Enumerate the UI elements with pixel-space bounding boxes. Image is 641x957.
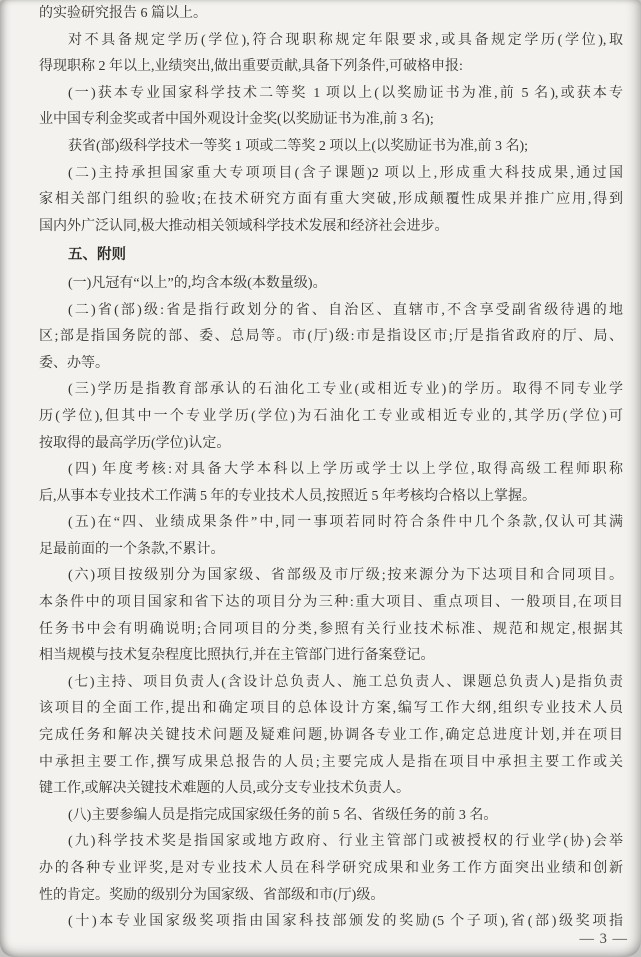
section-heading: 五、附则 [68,247,126,264]
text-line: 键工作,或解决关键技术难题的人员,或分支专业技术负责人。 [39,781,410,797]
text-line: 足最前面的一个条款,不累计。 [39,541,225,557]
text-line: (七)主持、项目负责人(含设计总负责人、施工总负责人、课题总负责人)是指负责 [68,674,623,690]
text-line: 区;部是指国务院的部、委、总局等。市(厅)级:市是指设区市;厅是指省政府的厅、局、 [39,329,623,345]
text-line: 后,从事本专业技术工作满 5 年的专业技术人员,按照近 5 年考核均合格以上掌握。 [39,488,536,504]
text-line: 该项目的全面工作,提出和确定项目的总体设计方案,编写工作大纲,组织专业技术人员 [39,701,623,717]
text-line: 得现职称 2 年以上,业绩突出,做出重要贡献,具备下列条件,可破格申报: [39,59,463,75]
text-line: 完成任务和解决关键技术问题及疑难问题,协调各专业工作,确定总进度计划,并在项目 [39,728,623,744]
text-line: (五)在“四、业绩成果条件”中,同一事项若同时符合条件中几个条款,仅认可其满 [68,515,623,531]
text-line: 中承担主要工作,撰写成果总报告的人员;主要完成人是指在项目中承担主要工作或关 [39,754,623,770]
text-line: 家相关部门组织的验收;在技术研究方面有重大突破,形成颠覆性成果并推广应用,得到 [39,192,623,208]
text-line: 获省(部)级科学技术一等奖 1 项或二等奖 2 项以上(以奖励证书为准,前 3 名); [68,138,529,154]
text-line: (九)科学技术奖是指国家或地方政府、行业主管部门或被授权的行业学(协)会举 [68,834,623,850]
text-line: 业中国专利金奖或者中国外观设计金奖(以奖励证书为准,前 3 名); [39,112,434,128]
text-line: 任务书中会有明确说明;合同项目的分类,参照有关行业技术标准、规范和规定,根据其 [39,621,623,637]
text-line: 本条件中的项目国家和省下达的项目分为三种:重大项目、重点项目、一般项目,在项目 [39,595,623,611]
text-line: 的实验研究报告 6 篇以上。 [39,6,207,21]
text-line: 按取得的最高学历(学位)认定。 [39,435,231,451]
text-line: 对不具备规定学历(学位),符合现职称规定年限要求,或具备规定学历(学位),取 [68,32,623,48]
document-text [39,1,623,936]
text-line: 相当规模与技术复杂程度比照执行,并在主管部门进行备案登记。 [39,648,435,664]
text-line: (三)学历是指教育部承认的石油化工专业(或相近专业)的学历。取得不同专业学 [68,382,623,398]
text-line: (十)本专业国家级奖项指由国家科技部颁发的奖励(5 个子项),省(部)级奖项指 [68,914,623,930]
text-line: (一)凡冠有“以上”的,均含本级(本数量级)。 [68,275,327,291]
text-line: 历(学位),但其中一个专业学历(学位)为石油化工专业或相近专业的,其学历(学位)可 [39,408,623,424]
text-line: (六)项目按级别分为国家级、省部级及市厅级;按来源分为下达项目和合同项目。 [68,568,623,584]
text-line: (二)省(部)级:省是指行政划分的省、自治区、直辖市,不含享受副省级待遇的地 [68,302,623,318]
text-line: (八)主要参编人员是指完成国家级任务的前 5 名、省级任务的前 3 名。 [68,807,498,823]
text-line: (二)主持承担国家重大专项项目(含子课题)2 项以上,形成重大科技成果,通过国 [68,165,623,181]
text-line: (四) 年度考核:对具备大学本科以上学历或学士以上学位,取得高级工程师职称 [68,462,623,478]
text-line: 委、办等。 [39,355,109,371]
text-line: (一)获本专业国家科学技术二等奖 1 项以上(以奖励证书为准,前 5 名),或获本专 [68,85,623,101]
text-line: 性的肯定。奖励的级别分为国家级、省部级和市(厅)级。 [39,887,385,903]
text-line: 办的各种专业评奖,是对专业技术人员在科学研究成果和业务工作方面突出业绩和创新 [39,861,623,876]
page-number: — 3 — [579,931,628,947]
text-line: 国内外广泛认同,极大推动相关领域科学技术发展和经济社会进步。 [39,218,449,234]
